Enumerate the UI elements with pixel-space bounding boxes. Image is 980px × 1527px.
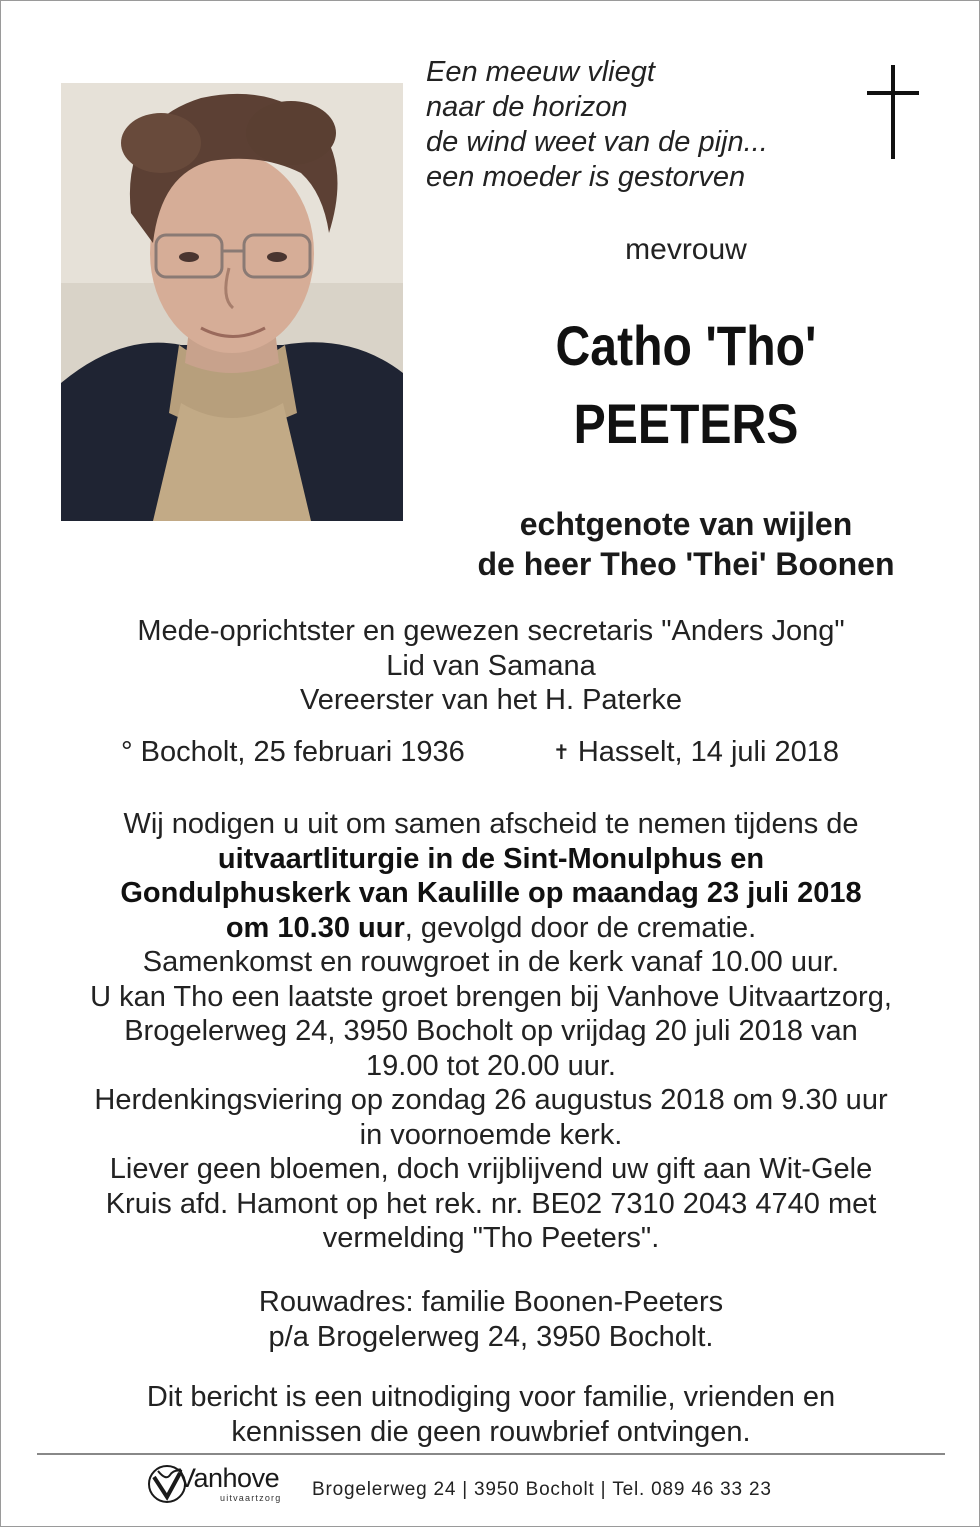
mourning-address <box>31 1285 951 1354</box>
invitation-line: vermelding "Tho Peeters". <box>322 1222 660 1254</box>
portrait-photo <box>61 83 403 521</box>
honorific: mevrouw <box>625 233 747 266</box>
role-item: Vereerster van het H. Paterke <box>299 684 683 716</box>
death-date <box>553 736 839 769</box>
poem-line: naar de horizon <box>426 91 628 123</box>
logo-name: Vanhove <box>178 1463 280 1493</box>
deceased-last-name: PEETERS <box>573 392 799 455</box>
roles-list <box>31 614 951 718</box>
poem-line: Een meeuw vliegt <box>426 56 655 88</box>
invitation-line: U kan Tho een laatste groet brengen bij Vanhove Uitvaartzorg, <box>90 980 892 1013</box>
footer-divider <box>37 1453 945 1455</box>
poem <box>426 55 768 195</box>
address-line: p/a Brogelerweg 24, 3950 Bocholt. <box>268 1320 714 1353</box>
ceremony-followup: , gevolgd door de crematie. <box>404 911 757 944</box>
spouse-line: de heer Theo 'Thei' Boonen <box>477 546 895 582</box>
invitation-text <box>31 807 951 1256</box>
ceremony-line: Gondulphuskerk van Kaulille op maandag 23 juli 2018 <box>120 877 862 909</box>
death-cross-icon: ✝ <box>553 742 570 764</box>
ceremony-time: om 10.30 uur <box>225 911 405 944</box>
footer-separator: | <box>600 1479 607 1500</box>
footer-separator: | <box>462 1479 469 1500</box>
birth-date: ° Bocholt, 25 februari 1936 <box>121 736 465 768</box>
cross-icon <box>863 61 923 161</box>
invitation-line: 19.00 tot 20.00 uur. <box>366 1049 616 1082</box>
note-line: kennissen die geen rouwbrief ontvingen. <box>231 1415 751 1448</box>
spouse-info <box>421 504 951 584</box>
portrait-illustration <box>61 83 403 521</box>
ceremony-line: uitvaartliturgie in de Sint-Monulphus en <box>217 842 765 875</box>
invitation-line: Herdenkingsviering op zondag 26 augustus 2018 om 9.30 uur <box>94 1084 888 1116</box>
invitation-line: Kruis afd. Hamont op het rek. nr. BE02 7310 2043 4740 met <box>105 1187 877 1220</box>
note-line: Dit bericht is een uitnodiging voor familie, vrienden en <box>146 1381 836 1413</box>
invitation-line: Brogelerweg 24, 3950 Bocholt op vrijdag 20 juli 2018 van <box>124 1015 858 1047</box>
role-item: Mede-oprichtster en gewezen secretaris "Anders Jong" <box>137 615 845 647</box>
footer-contact <box>312 1479 772 1501</box>
footer-street: Brogelerweg 24 <box>312 1479 457 1500</box>
poem-line: een moeder is gestorven <box>426 161 746 193</box>
spouse-line: echtgenote van wijlen <box>519 506 853 542</box>
notice-note <box>31 1380 951 1449</box>
death-date-text: Hasselt, 14 juli 2018 <box>577 736 839 768</box>
invitation-line: Samenkomst en rouwgroet in de kerk vanaf 10.00 uur. <box>142 946 840 978</box>
logo-subtitle: uitvaartzorg <box>220 1493 282 1503</box>
address-line: Rouwadres: familie Boonen-Peeters <box>258 1286 724 1318</box>
vanhove-logo <box>146 1463 306 1507</box>
invitation-line: Wij nodigen u uit om samen afscheid te nemen tijdens de <box>123 808 859 840</box>
invitation-line: Liever geen bloemen, doch vrijblijvend uw gift aan Wit-Gele <box>109 1153 873 1185</box>
role-item: Lid van Samana <box>386 649 596 682</box>
footer-phone: Tel. 089 46 33 23 <box>612 1479 772 1500</box>
poem-line: de wind weet van de pijn... <box>426 126 768 158</box>
invitation-line: in voornoemde kerk. <box>359 1118 623 1151</box>
footer-city: 3950 Bocholt <box>474 1479 595 1500</box>
deceased-first-name: Catho 'Tho' <box>555 314 817 377</box>
